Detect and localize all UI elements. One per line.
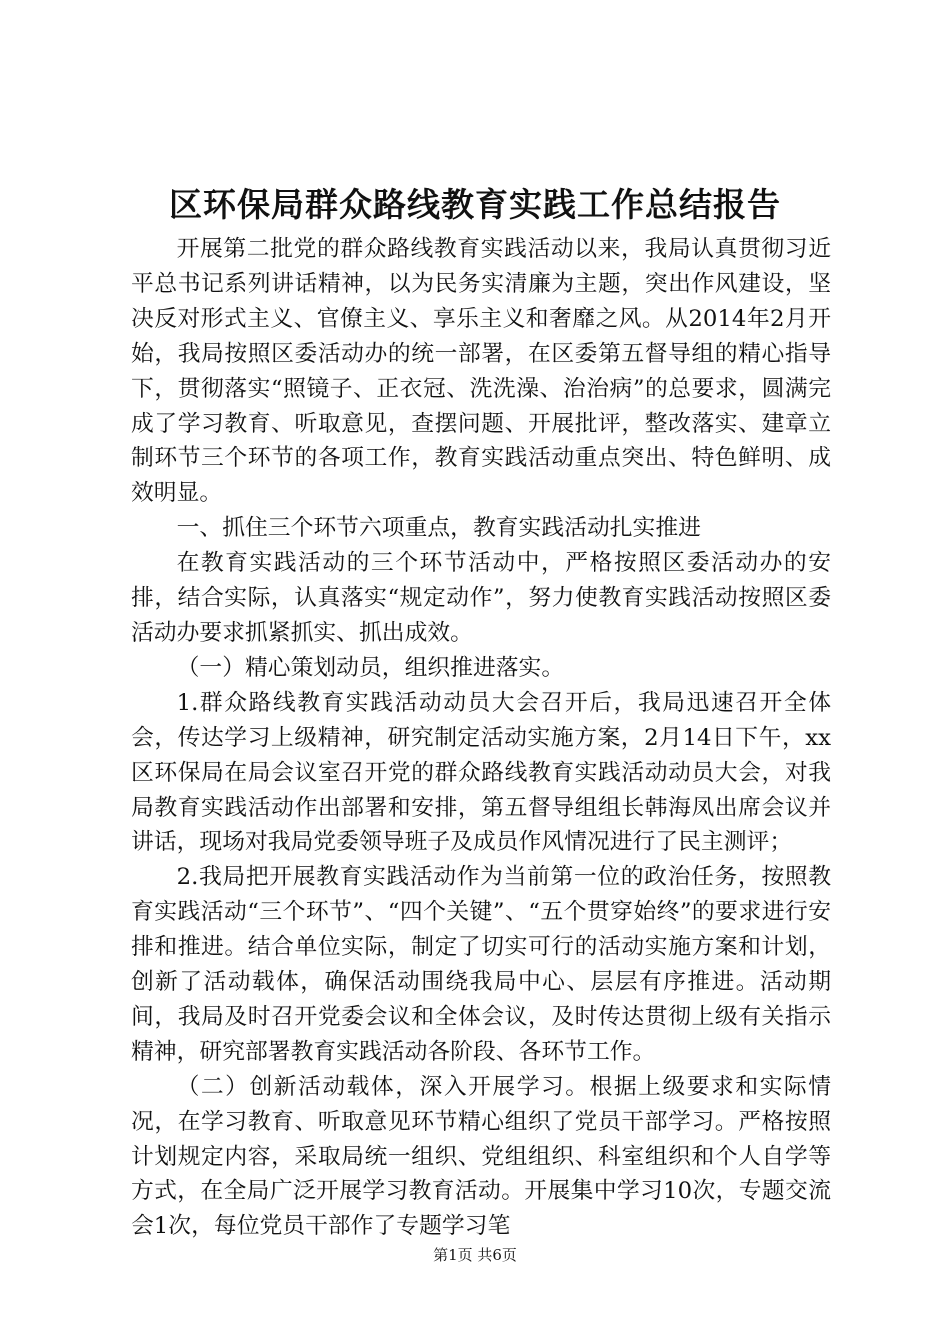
paragraph-subsection-2: （二）创新活动载体，深入开展学习。根据上级要求和实际情况，在学习教育、听取意见环节精心组织了党员干部学习。严格按照计划规定内容，采取局统一组织、党组组织、科室组织和个人自学等方式，在全局广泛开展学习教育活动。开展集中学习10次，专题交流会1次，每位党员干部作了专题学习笔 — [131, 1073, 831, 1240]
section-heading-1: 一、抓住三个环节六项重点，教育实践活动扎实推进 — [176, 515, 701, 542]
document-title: 区环保局群众路线教育实践工作总结报告 — [169, 185, 781, 224]
paragraph-item-2: 2.我局把开展教育实践活动作为当前第一位的政治任务，按照教育实践活动“三个环节”、“四个关键”、“五个贯穿始终”的要求进行安排和推进。结合单位实际，制定了切实可行的活动实施方案和计划，创新了活动载体，确保活动围绕我局中心、层层有序推进。活动期间，我局及时召开党委会议和全体会议，及时传达贯彻上级有关指示精神，研究部署教育实践活动各阶段、各环节工作。 — [131, 864, 831, 1065]
paragraph-section-1: 在教育实践活动的三个环节活动中，严格按照区委活动办的安排，结合实际，认真落实“规定动作”，努力使教育实践活动按照区委活动办要求抓紧抓实、抓出成效。 — [131, 550, 831, 646]
document-body — [131, 232, 831, 1244]
subsection-heading-1: （一）精心策划动员，组织推进落实。 — [176, 654, 565, 681]
paragraph-intro: 开展第二批党的群众路线教育实践活动以来，我局认真贯彻习近平总书记系列讲话精神，以为民务实清廉为主题，突出作风建设，坚决反对形式主义、官僚主义、享乐主义和奢靡之风。从2014年2月开始，我局按照区委活动办的统一部署，在区委第五督导组的精心指导下，贯彻落实“照镜子、正衣冠、洗洗澡、治治病”的总要求，圆满完成了学习教育、听取意见，查摆问题、开展批评，整改落实、建章立制环节三个环节的各项工作，教育实践活动重点突出、特色鲜明、成效明显。 — [131, 236, 831, 507]
paragraph-item-1: 1.群众路线教育实践活动动员大会召开后，我局迅速召开全体会，传达学习上级精神，研究制定活动实施方案，2月14日下午，xx区环保局在局会议室召开党的群众路线教育实践活动动员大会，对我局教育实践活动作出部署和安排，第五督导组组长韩海凤出席会议并讲话，现场对我局党委领导班子及成员作风情况进行了民主测评； — [131, 689, 831, 856]
page-footer: 第1页 共6页 — [433, 1246, 517, 1264]
